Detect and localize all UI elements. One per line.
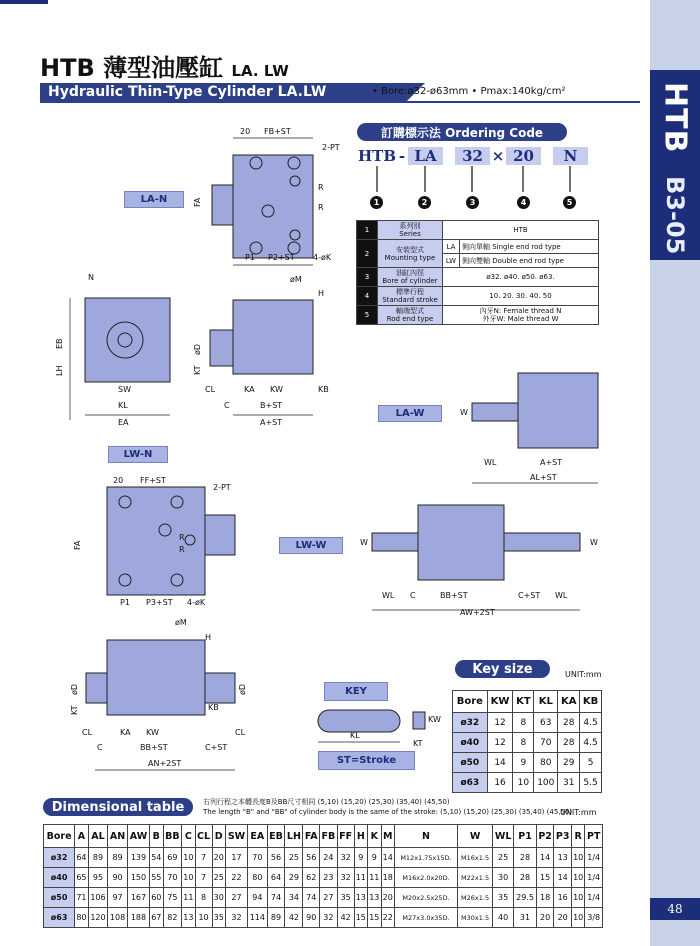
order-code-arrows bbox=[360, 166, 600, 196]
table-cell: M26x1.5 bbox=[458, 888, 493, 908]
table-cell: 10 bbox=[571, 868, 584, 888]
table-cell: 20 bbox=[554, 908, 572, 928]
table-cell: 17 bbox=[225, 848, 247, 868]
table-cell: M22x1.5 bbox=[458, 868, 493, 888]
svg-text:WL: WL bbox=[484, 458, 497, 467]
table-cell: 25 bbox=[285, 848, 303, 868]
lw-w-view bbox=[360, 505, 598, 617]
svg-text:P1: P1 bbox=[245, 253, 255, 262]
svg-text:R: R bbox=[318, 183, 324, 192]
page-title bbox=[40, 48, 289, 83]
table-cell: 3/8 bbox=[585, 908, 603, 928]
svg-text:4-øK: 4-øK bbox=[313, 253, 332, 262]
table-cell: 16 bbox=[554, 888, 572, 908]
table-cell: 10 bbox=[182, 848, 195, 868]
table-cell: M16x2.0x20D. bbox=[394, 868, 457, 888]
table-cell: 139 bbox=[127, 848, 149, 868]
order-code-bore: 32 bbox=[455, 147, 490, 165]
table-cell: 74 bbox=[303, 888, 320, 908]
svg-text:AW+2ST: AW+2ST bbox=[460, 608, 495, 617]
order-code-dash: - bbox=[398, 147, 406, 165]
table-cell: 89 bbox=[88, 848, 108, 868]
column-header: FB bbox=[320, 825, 338, 848]
table-row bbox=[44, 888, 603, 908]
svg-text:20: 20 bbox=[113, 476, 124, 485]
column-header: AN bbox=[108, 825, 128, 848]
table-cell: 114 bbox=[248, 908, 268, 928]
table-cell: 64 bbox=[267, 868, 285, 888]
svg-text:R: R bbox=[318, 203, 324, 212]
table-cell: 10 bbox=[195, 908, 212, 928]
svg-text:20: 20 bbox=[240, 127, 251, 136]
svg-text:WL: WL bbox=[555, 591, 568, 600]
table-cell: 40 bbox=[493, 908, 514, 928]
svg-text:N: N bbox=[88, 273, 94, 282]
column-header: SW bbox=[225, 825, 247, 848]
column-header: EB bbox=[267, 825, 285, 848]
svg-text:4-øK: 4-øK bbox=[187, 598, 206, 607]
svg-text:C+ST: C+ST bbox=[205, 743, 228, 752]
table-cell: 27 bbox=[225, 888, 247, 908]
note-cn: 右列行程之本體長度B及BB尺寸相同 (5,10) (15,20) (25,30) (35,40) (45,50) bbox=[203, 798, 450, 806]
top-accent-bar bbox=[0, 0, 48, 4]
table-cell: 27 bbox=[320, 888, 338, 908]
svg-text:H: H bbox=[205, 633, 212, 642]
table-cell: 10 bbox=[571, 848, 584, 868]
table-cell: 108 bbox=[108, 908, 128, 928]
svg-text:EA: EA bbox=[118, 418, 129, 427]
svg-text:C: C bbox=[224, 401, 230, 410]
table-cell: 15 bbox=[368, 908, 381, 928]
table-cell: 9 bbox=[354, 848, 367, 868]
ordering-code-title: 訂購標示法 Ordering Code bbox=[357, 123, 567, 141]
table-cell: 32 bbox=[337, 848, 354, 868]
table-cell: 95 bbox=[88, 868, 108, 888]
ordering-row: 1 系列別 Series HTB bbox=[357, 221, 599, 240]
lw-side-view bbox=[70, 618, 247, 770]
table-cell: 70 bbox=[163, 868, 182, 888]
key-size-table bbox=[452, 690, 602, 793]
table-cell: ø40 bbox=[44, 868, 75, 888]
table-row bbox=[44, 848, 603, 868]
title-suffix: LA. LW bbox=[231, 62, 289, 80]
table-cell: 28 bbox=[514, 868, 537, 888]
order-num-2: 2 bbox=[418, 196, 431, 209]
view-label-lw-n: LW-N bbox=[108, 446, 168, 463]
column-header: LH bbox=[285, 825, 303, 848]
svg-text:øM: øM bbox=[175, 618, 187, 627]
table-cell: 18 bbox=[381, 868, 394, 888]
table-cell: M12x1.75x15D. bbox=[394, 848, 457, 868]
table-cell: 56 bbox=[267, 848, 285, 868]
svg-text:CL: CL bbox=[205, 385, 216, 394]
table-cell: 34 bbox=[285, 888, 303, 908]
ordering-row: 5 軸端型式 Rod end type 內牙N: Female thread N 外牙W: Male thread W bbox=[357, 306, 599, 325]
table-cell: 14 bbox=[536, 848, 554, 868]
title-cn: 薄型油壓缸 bbox=[103, 54, 224, 82]
table-cell: 13 bbox=[368, 888, 381, 908]
svg-text:C: C bbox=[410, 591, 416, 600]
table-cell: 188 bbox=[127, 908, 149, 928]
table-cell: M20x2.5x25D. bbox=[394, 888, 457, 908]
table-cell: 67 bbox=[150, 908, 163, 928]
view-label-la-w: LA-W bbox=[378, 405, 442, 422]
svg-text:KT: KT bbox=[70, 705, 79, 715]
column-header: M bbox=[381, 825, 394, 848]
svg-text:AN+2ST: AN+2ST bbox=[148, 759, 182, 768]
view-label-la-n: LA-N bbox=[124, 191, 184, 208]
order-num-3: 3 bbox=[466, 196, 479, 209]
svg-text:WL: WL bbox=[382, 591, 395, 600]
table-cell: ø63 bbox=[44, 908, 75, 928]
svg-text:2-PT: 2-PT bbox=[213, 483, 231, 492]
la-w-view bbox=[460, 373, 598, 483]
column-header: R bbox=[571, 825, 584, 848]
column-header: N bbox=[394, 825, 457, 848]
table-cell: ø32 bbox=[44, 848, 75, 868]
svg-text:H: H bbox=[318, 289, 325, 298]
table-cell: 42 bbox=[285, 908, 303, 928]
order-code-times: × bbox=[491, 147, 505, 165]
svg-text:øM: øM bbox=[290, 275, 302, 284]
column-header: EA bbox=[248, 825, 268, 848]
svg-text:EB: EB bbox=[55, 338, 64, 349]
table-header-row: Bore KW KT KL KA KB bbox=[453, 691, 602, 713]
table-cell: 80 bbox=[248, 868, 268, 888]
svg-text:BB+ST: BB+ST bbox=[440, 591, 468, 600]
table-cell: 13 bbox=[182, 908, 195, 928]
svg-text:KA: KA bbox=[120, 728, 131, 737]
table-row: ø40 12 8 70 28 4.5 bbox=[453, 733, 602, 753]
svg-text:BB+ST: BB+ST bbox=[140, 743, 168, 752]
key-label: KEY bbox=[324, 682, 388, 701]
table-row bbox=[44, 908, 603, 928]
table-cell: 89 bbox=[108, 848, 128, 868]
table-cell: 56 bbox=[303, 848, 320, 868]
column-header: D bbox=[212, 825, 225, 848]
key-size-unit: UNIT:mm bbox=[565, 670, 602, 679]
svg-text:A+ST: A+ST bbox=[540, 458, 563, 467]
svg-text:AL+ST: AL+ST bbox=[530, 473, 557, 482]
order-num-4: 4 bbox=[517, 196, 530, 209]
table-cell: 1/4 bbox=[585, 868, 603, 888]
table-cell: 60 bbox=[150, 888, 163, 908]
column-header: C bbox=[182, 825, 195, 848]
svg-text:KB: KB bbox=[208, 703, 219, 712]
stroke-label: ST=Stroke bbox=[318, 751, 415, 770]
svg-text:KB: KB bbox=[318, 385, 329, 394]
table-cell: ø50 bbox=[44, 888, 75, 908]
table-cell: 11 bbox=[368, 868, 381, 888]
svg-text:KL: KL bbox=[350, 731, 360, 740]
column-header: AL bbox=[88, 825, 108, 848]
order-code-rod-end: N bbox=[553, 147, 588, 165]
svg-text:W: W bbox=[360, 538, 368, 547]
svg-text:KW: KW bbox=[270, 385, 283, 394]
table-cell: 20 bbox=[212, 848, 225, 868]
table-cell: M16x1.5 bbox=[458, 848, 493, 868]
svg-text:KL: KL bbox=[118, 401, 128, 410]
column-header: FA bbox=[303, 825, 320, 848]
table-cell: 89 bbox=[267, 908, 285, 928]
title-model: HTB bbox=[40, 54, 95, 82]
svg-text:LH: LH bbox=[55, 365, 64, 376]
table-cell: 32 bbox=[225, 908, 247, 928]
key-drawing bbox=[318, 710, 441, 748]
svg-text:W: W bbox=[460, 408, 468, 417]
column-header: P1 bbox=[514, 825, 537, 848]
column-header: P2 bbox=[536, 825, 554, 848]
table-cell: 97 bbox=[108, 888, 128, 908]
table-cell: 80 bbox=[75, 908, 88, 928]
order-code-series: HTB bbox=[358, 147, 397, 165]
dimensional-table bbox=[43, 824, 603, 928]
svg-text:FA: FA bbox=[193, 197, 202, 207]
svg-text:KA: KA bbox=[244, 385, 255, 394]
table-cell: 64 bbox=[75, 848, 88, 868]
svg-text:CL: CL bbox=[235, 728, 246, 737]
svg-text:KT: KT bbox=[193, 365, 202, 375]
table-cell: 54 bbox=[150, 848, 163, 868]
table-cell: 55 bbox=[150, 868, 163, 888]
column-header: A bbox=[75, 825, 88, 848]
order-code-mount: LA bbox=[408, 147, 443, 165]
svg-text:FB+ST: FB+ST bbox=[264, 127, 291, 136]
table-cell: 167 bbox=[127, 888, 149, 908]
subtitle-rule bbox=[40, 101, 640, 103]
column-header: WL bbox=[493, 825, 514, 848]
ordering-table bbox=[356, 220, 599, 325]
table-cell: 90 bbox=[303, 908, 320, 928]
svg-text:KW: KW bbox=[428, 715, 441, 724]
la-n-front-view bbox=[55, 273, 170, 427]
table-cell: 31 bbox=[514, 908, 537, 928]
table-cell: 22 bbox=[225, 868, 247, 888]
svg-text:A+ST: A+ST bbox=[260, 418, 283, 427]
svg-text:P1: P1 bbox=[120, 598, 130, 607]
svg-text:2-PT: 2-PT bbox=[322, 143, 340, 152]
svg-text:FA: FA bbox=[73, 540, 82, 550]
la-n-top-view bbox=[193, 127, 340, 265]
svg-text:R: R bbox=[179, 533, 185, 542]
key-size-title: Key size bbox=[455, 660, 550, 678]
table-row: ø63 16 10 100 31 5.5 bbox=[453, 773, 602, 793]
table-cell: M30x1.5 bbox=[458, 908, 493, 928]
svg-text:øD: øD bbox=[238, 683, 247, 695]
svg-text:P3+ST: P3+ST bbox=[146, 598, 173, 607]
technical-drawings bbox=[0, 110, 640, 780]
table-cell: 7 bbox=[195, 848, 212, 868]
table-cell: 30 bbox=[212, 888, 225, 908]
table-cell: 62 bbox=[303, 868, 320, 888]
order-num-5: 5 bbox=[563, 196, 576, 209]
svg-text:CL: CL bbox=[82, 728, 93, 737]
svg-text:FF+ST: FF+ST bbox=[140, 476, 166, 485]
table-cell: 18 bbox=[536, 888, 554, 908]
sidebar-title: HTB bbox=[657, 82, 693, 154]
table-cell: 8 bbox=[195, 888, 212, 908]
column-header: Bore bbox=[44, 825, 75, 848]
table-cell: 90 bbox=[108, 868, 128, 888]
table-cell: 35 bbox=[337, 888, 354, 908]
ordering-row: 2 安裝型式 Mounting type LA 側向單軸 Single end rod type bbox=[357, 240, 599, 254]
order-num-1: 1 bbox=[370, 196, 383, 209]
table-cell: 25 bbox=[212, 868, 225, 888]
note-en: The length "B" and "BB" of cylinder body is the same of the stroke: (5,10) (15,20) (25,30) (35,40) (45,50) bbox=[203, 808, 573, 816]
ordering-row: LW 側向雙軸 Double end rod type bbox=[357, 254, 599, 268]
column-header: K bbox=[368, 825, 381, 848]
table-cell: 10 bbox=[182, 868, 195, 888]
page-number: 48 bbox=[650, 898, 700, 920]
table-cell: 29.5 bbox=[514, 888, 537, 908]
svg-text:KT: KT bbox=[413, 739, 423, 748]
table-cell: 25 bbox=[493, 848, 514, 868]
table-cell: 1/4 bbox=[585, 848, 603, 868]
table-cell: 42 bbox=[337, 908, 354, 928]
table-cell: 13 bbox=[354, 888, 367, 908]
svg-text:R: R bbox=[179, 545, 185, 554]
dimensional-table-unit: UNIT:mm bbox=[560, 808, 597, 817]
column-header: AW bbox=[127, 825, 149, 848]
table-cell: 14 bbox=[381, 848, 394, 868]
table-cell: 28 bbox=[514, 848, 537, 868]
column-header: H bbox=[354, 825, 367, 848]
svg-text:øD: øD bbox=[70, 683, 79, 695]
la-n-side-view bbox=[193, 275, 329, 427]
table-cell: 82 bbox=[163, 908, 182, 928]
svg-text:øD: øD bbox=[193, 343, 202, 355]
column-header: B bbox=[150, 825, 163, 848]
ordering-row: 4 標準行程 Standard stroke 10. 20. 30. 40. 50 bbox=[357, 287, 599, 306]
svg-text:B+ST: B+ST bbox=[260, 401, 283, 410]
svg-text:KW: KW bbox=[146, 728, 159, 737]
table-row: ø50 14 9 80 29 5 bbox=[453, 753, 602, 773]
table-cell: 71 bbox=[75, 888, 88, 908]
ordering-row: 3 油缸內徑 Bore of cylinder ø32. ø40. ø50. ø63. bbox=[357, 268, 599, 287]
table-cell: 150 bbox=[127, 868, 149, 888]
table-cell: 120 bbox=[88, 908, 108, 928]
table-cell: 20 bbox=[536, 908, 554, 928]
table-cell: 74 bbox=[267, 888, 285, 908]
table-cell: 1/4 bbox=[585, 888, 603, 908]
table-row bbox=[44, 868, 603, 888]
table-cell: 23 bbox=[320, 868, 338, 888]
table-cell: 11 bbox=[354, 868, 367, 888]
order-code-stroke: 20 bbox=[506, 147, 541, 165]
table-cell: 75 bbox=[163, 888, 182, 908]
table-cell: 10 bbox=[571, 908, 584, 928]
table-cell: 11 bbox=[182, 888, 195, 908]
spec-summary: • Bore:ø32-ø63mm • Pmax:140kg/cm² bbox=[372, 86, 566, 97]
table-cell: 10 bbox=[571, 888, 584, 908]
table-header-row bbox=[44, 825, 603, 848]
table-cell: 30 bbox=[493, 868, 514, 888]
table-cell: 70 bbox=[248, 848, 268, 868]
svg-text:C: C bbox=[97, 743, 103, 752]
column-header: P3 bbox=[554, 825, 572, 848]
table-cell: M27x3.0x35D. bbox=[394, 908, 457, 928]
dimensional-table-note bbox=[203, 797, 603, 817]
column-header: BB bbox=[163, 825, 182, 848]
table-cell: 24 bbox=[320, 848, 338, 868]
svg-text:SW: SW bbox=[118, 385, 131, 394]
table-cell: 32 bbox=[337, 868, 354, 888]
table-row: ø32 12 8 63 28 4.5 bbox=[453, 713, 602, 733]
table-cell: 32 bbox=[320, 908, 338, 928]
svg-text:C+ST: C+ST bbox=[518, 591, 541, 600]
table-cell: 9 bbox=[368, 848, 381, 868]
table-cell: 94 bbox=[248, 888, 268, 908]
lw-n-top-view bbox=[73, 476, 235, 607]
column-header: CL bbox=[195, 825, 212, 848]
table-cell: 20 bbox=[381, 888, 394, 908]
dimensional-table-title: Dimensional table bbox=[43, 798, 193, 816]
svg-text:P2+ST: P2+ST bbox=[268, 253, 295, 262]
column-header: W bbox=[458, 825, 493, 848]
table-cell: 35 bbox=[212, 908, 225, 928]
table-cell: 69 bbox=[163, 848, 182, 868]
table-cell: 14 bbox=[554, 868, 572, 888]
page-subtitle: Hydraulic Thin-Type Cylinder LA.LW bbox=[48, 84, 327, 100]
table-cell: 35 bbox=[493, 888, 514, 908]
column-header: PT bbox=[585, 825, 603, 848]
table-cell: 15 bbox=[354, 908, 367, 928]
table-cell: 22 bbox=[381, 908, 394, 928]
table-cell: 106 bbox=[88, 888, 108, 908]
svg-text:W: W bbox=[590, 538, 598, 547]
sidebar-page-code: B3-05 bbox=[661, 175, 689, 255]
view-label-lw-w: LW-W bbox=[279, 537, 343, 554]
column-header: FF bbox=[337, 825, 354, 848]
table-cell: 15 bbox=[536, 868, 554, 888]
table-cell: 13 bbox=[554, 848, 572, 868]
table-cell: 65 bbox=[75, 868, 88, 888]
table-cell: 7 bbox=[195, 868, 212, 888]
table-cell: 29 bbox=[285, 868, 303, 888]
